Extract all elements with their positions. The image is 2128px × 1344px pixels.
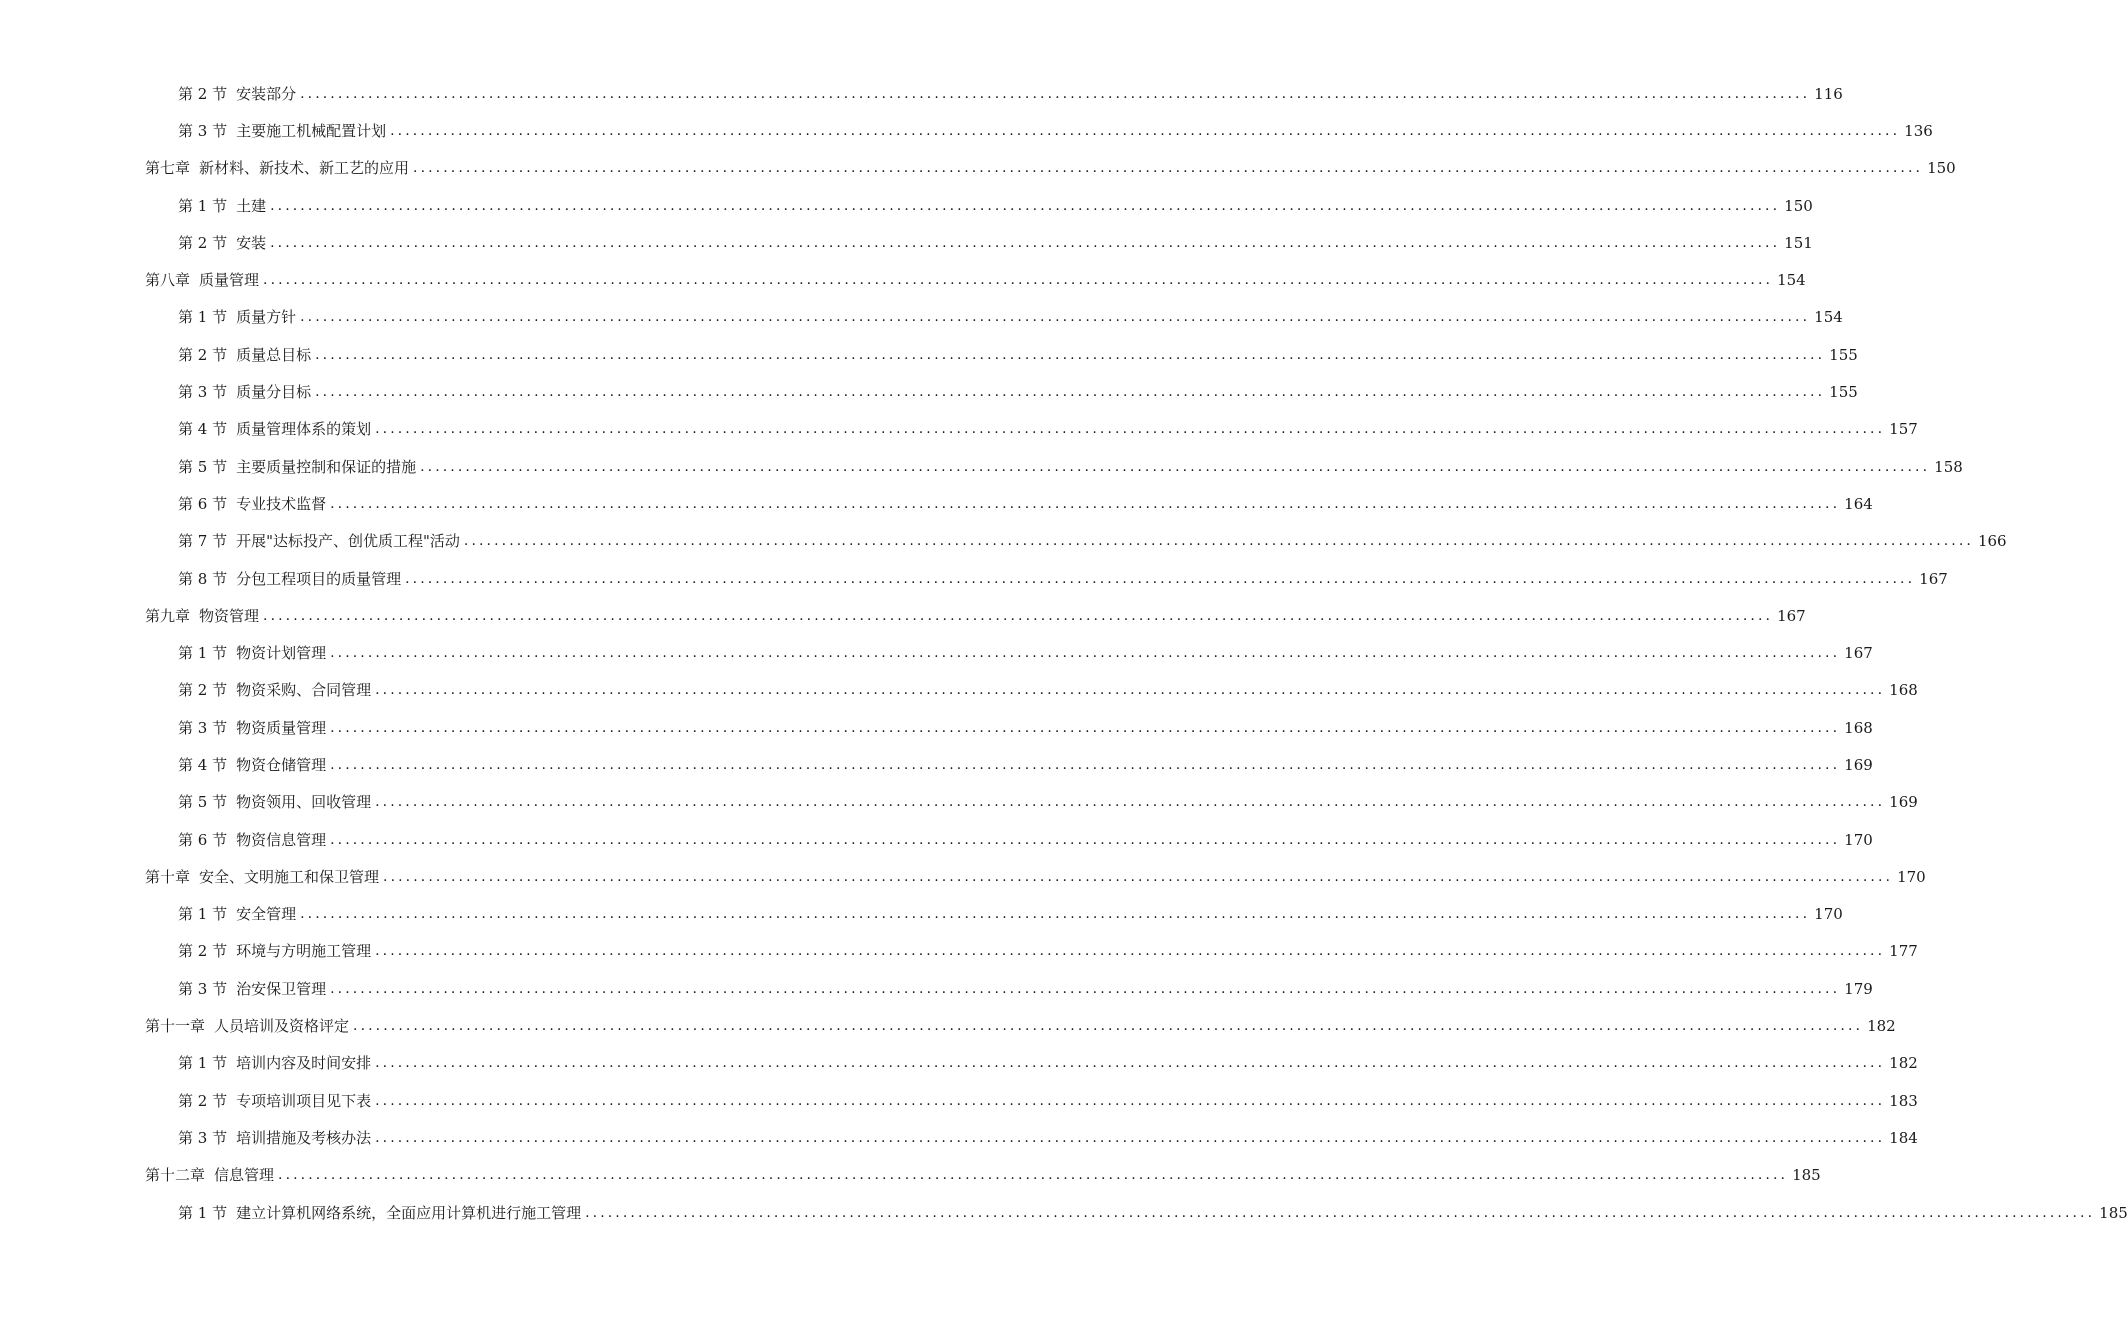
dot-leader: ........................................................................................................................................................................................................ [390,122,1901,139]
toc-entry-label [178,979,328,999]
toc-entry-title: 专业技术监督 [236,494,327,513]
toc-chapter-entry[interactable] [0,1007,1896,1044]
toc-section-entry[interactable] [0,784,1918,821]
toc-entry-page-number: 170 [1844,830,1873,849]
toc-entry-label [178,233,268,253]
dot-leader: ........................................................................................................................................................................................................ [405,570,1916,587]
toc-entry-label [145,1016,351,1036]
toc-entry-label [178,941,373,961]
dot-leader: ........................................................................................................................................................................................................ [330,980,1841,997]
toc-entry-title: 质量管理 [199,271,260,290]
toc-entry-title: 物资质量管理 [236,718,327,737]
toc-entry-page-number: 167 [1777,606,1806,625]
toc-entry-number: 第七章 [145,159,191,178]
toc-entry-page-number: 185 [1792,1166,1821,1185]
toc-entry-page-number: 170 [1814,905,1843,924]
dot-leader: ........................................................................................................................................................................................................ [330,645,1841,662]
dot-leader: ........................................................................................................................................................................................................ [375,943,1886,960]
toc-entry-label [178,382,313,402]
toc-entry-label [145,270,261,290]
toc-entry-label [178,307,298,327]
toc-entry-page-number: 155 [1829,383,1858,402]
dot-leader: ........................................................................................................................................................................................................ [263,607,1774,624]
toc-entry-title: 治安保卫管理 [236,979,327,998]
toc-entry-number: 第 3 节 [178,718,228,737]
dot-leader: ........................................................................................................................................................................................................ [375,421,1886,438]
toc-entry-label [178,680,373,700]
toc-section-entry[interactable] [0,896,1843,933]
toc-entry-number: 第 2 节 [178,681,228,700]
toc-entry-label [178,755,328,775]
toc-entry-number: 第 1 节 [178,196,228,215]
toc-entry-title: 物资信息管理 [236,830,327,849]
toc-entry-page-number: 168 [1844,718,1873,737]
toc-chapter-entry[interactable] [0,858,1926,895]
dot-leader: ........................................................................................................................................................................................................ [375,1092,1886,1109]
dot-leader: ........................................................................................................................................................................................................ [353,1018,1864,1035]
toc-entry-number: 第 1 节 [178,1203,228,1222]
toc-entry-page-number: 169 [1844,755,1873,774]
toc-entry-page-number: 167 [1919,569,1948,588]
toc-entry-label [145,606,261,626]
toc-entry-title: 质量方针 [236,308,297,327]
toc-entry-label [178,569,403,589]
toc-entry-number: 第 2 节 [178,345,228,364]
toc-entry-title: 培训措施及考核办法 [236,1128,372,1147]
toc-section-entry[interactable] [0,523,2007,560]
toc-entry-number: 第 6 节 [178,830,228,849]
toc-entry-number: 第十二章 [145,1166,206,1185]
toc-section-entry[interactable] [0,746,1873,783]
toc-entry-label [145,1165,276,1185]
table-of-contents [0,75,2128,1231]
toc-entry-number: 第 2 节 [178,1091,228,1110]
dot-leader: ........................................................................................................................................................................................................ [585,1204,2096,1221]
toc-entry-title: 主要施工机械配置计划 [236,121,387,140]
toc-entry-label [178,196,268,216]
toc-entry-number: 第八章 [145,271,191,290]
toc-section-entry[interactable] [0,1082,1918,1119]
toc-entry-number: 第 7 节 [178,532,228,551]
toc-section-entry[interactable] [0,411,1918,448]
toc-entry-number: 第 5 节 [178,793,228,812]
toc-entry-number: 第 5 节 [178,457,228,476]
toc-section-entry[interactable] [0,373,1858,410]
toc-entry-label [178,1091,373,1111]
toc-entry-page-number: 164 [1844,494,1873,513]
toc-entry-page-number: 155 [1829,345,1858,364]
toc-entry-number: 第 3 节 [178,383,228,402]
toc-entry-title: 信息管理 [214,1166,275,1185]
toc-entry-page-number: 116 [1814,84,1843,103]
toc-entry-number: 第 2 节 [178,84,228,103]
toc-entry-page-number: 169 [1889,793,1918,812]
toc-entry-page-number: 166 [1977,532,2007,551]
toc-entry-title: 新材料、新技术、新工艺的应用 [199,159,410,178]
dot-leader: ........................................................................................................................................................................................................ [375,1055,1886,1072]
toc-entry-label [145,158,411,178]
toc-entry-label [178,904,298,924]
toc-section-entry[interactable] [0,224,1813,261]
dot-leader: ........................................................................................................................................................................................................ [413,160,1924,177]
toc-entry-label [145,867,381,887]
toc-entry-page-number: 185 [2099,1203,2128,1222]
toc-entry-label [178,1203,583,1223]
toc-section-entry[interactable] [0,336,1858,373]
toc-entry-title: 人员培训及资格评定 [214,1017,350,1036]
toc-chapter-entry[interactable] [0,261,1806,298]
toc-entry-title: 质量总目标 [236,345,312,364]
toc-entry-title: 环境与方明施工管理 [236,942,372,961]
dot-leader: ........................................................................................................................................................................................................ [463,533,1974,550]
toc-entry-number: 第 1 节 [178,905,228,924]
toc-entry-number: 第 3 节 [178,979,228,998]
toc-section-entry[interactable] [0,299,1843,336]
toc-entry-page-number: 179 [1844,979,1873,998]
toc-entry-number: 第 6 节 [178,494,228,513]
toc-entry-label [178,531,462,551]
toc-section-entry[interactable] [0,448,1963,485]
toc-entry-title: 土建 [236,196,267,215]
dot-leader: ........................................................................................................................................................................................................ [300,906,1811,923]
toc-entry-page-number: 182 [1867,1017,1896,1036]
toc-entry-page-number: 136 [1904,121,1933,140]
toc-section-entry[interactable] [0,1194,2128,1231]
toc-entry-number: 第 1 节 [178,1054,228,1073]
toc-section-entry[interactable] [0,1045,1918,1082]
dot-leader: ........................................................................................................................................................................................................ [330,756,1841,773]
toc-entry-number: 第 1 节 [178,308,228,327]
toc-entry-title: 安装部分 [236,84,297,103]
dot-leader: ........................................................................................................................................................................................................ [315,384,1826,401]
toc-entry-page-number: 170 [1897,867,1926,886]
toc-entry-title: 物资管理 [199,606,260,625]
toc-chapter-entry[interactable] [0,597,1806,634]
dot-leader: ........................................................................................................................................................................................................ [330,831,1841,848]
toc-entry-label [178,419,373,439]
toc-entry-title: 物资仓储管理 [236,755,327,774]
dot-leader: ........................................................................................................................................................................................................ [330,719,1841,736]
toc-section-entry[interactable] [0,821,1873,858]
toc-entry-number: 第 8 节 [178,569,228,588]
toc-entry-label [178,121,388,141]
toc-section-entry[interactable] [0,485,1873,522]
toc-entry-title: 开展"达标投产、创优质工程"活动 [236,532,460,551]
dot-leader: ........................................................................................................................................................................................................ [375,794,1886,811]
toc-section-entry[interactable] [0,672,1918,709]
dot-leader: ........................................................................................................................................................................................................ [420,458,1931,475]
toc-section-entry[interactable] [0,1119,1918,1156]
toc-entry-title: 主要质量控制和保证的措施 [236,457,417,476]
toc-entry-number: 第 2 节 [178,942,228,961]
toc-entry-page-number: 182 [1889,1054,1918,1073]
toc-entry-number: 第 3 节 [178,121,228,140]
toc-entry-label [178,1128,373,1148]
toc-section-entry[interactable] [0,634,1873,671]
toc-entry-number: 第 2 节 [178,233,228,252]
toc-section-entry[interactable] [0,187,1813,224]
toc-entry-page-number: 184 [1889,1128,1918,1147]
dot-leader: ........................................................................................................................................................................................................ [383,868,1894,885]
toc-chapter-entry[interactable] [0,150,1956,187]
dot-leader: ........................................................................................................................................................................................................ [270,197,1781,214]
toc-entry-label [178,718,328,738]
toc-entry-number: 第十一章 [145,1017,206,1036]
toc-entry-page-number: 154 [1814,308,1843,327]
toc-entry-title: 专项培训项目见下表 [236,1091,372,1110]
toc-entry-page-number: 157 [1889,420,1918,439]
toc-entry-label [178,494,328,514]
toc-entry-title: 安装 [236,233,267,252]
toc-section-entry[interactable] [0,75,1843,112]
toc-entry-title: 物资计划管理 [236,644,327,663]
dot-leader: ........................................................................................................................................................................................................ [263,272,1774,289]
toc-entry-number: 第 4 节 [178,420,228,439]
toc-entry-number: 第 1 节 [178,644,228,663]
dot-leader: ........................................................................................................................................................................................................ [375,682,1886,699]
dot-leader: ........................................................................................................................................................................................................ [300,85,1811,102]
toc-section-entry[interactable] [0,112,1933,149]
toc-entry-page-number: 158 [1934,457,1963,476]
toc-entry-label [178,1053,373,1073]
toc-entry-page-number: 177 [1889,942,1918,961]
toc-entry-page-number: 151 [1784,233,1813,252]
toc-entry-page-number: 183 [1889,1091,1918,1110]
toc-entry-page-number: 167 [1844,644,1873,663]
toc-entry-title: 质量分目标 [236,383,312,402]
dot-leader: ........................................................................................................................................................................................................ [300,309,1811,326]
toc-entry-title: 安全管理 [236,905,297,924]
toc-entry-label [178,643,328,663]
toc-entry-number: 第 3 节 [178,1128,228,1147]
toc-entry-title: 质量管理体系的策划 [236,420,372,439]
toc-entry-page-number: 150 [1927,159,1956,178]
toc-entry-label [178,830,328,850]
dot-leader: ........................................................................................................................................................................................................ [330,495,1841,512]
toc-entry-page-number: 154 [1777,271,1806,290]
toc-entry-title: 物资采购、合同管理 [236,681,372,700]
toc-entry-label [178,345,313,365]
toc-entry-title: 物资领用、回收管理 [236,793,372,812]
toc-entry-label [178,792,373,812]
dot-leader: ........................................................................................................................................................................................................ [315,346,1826,363]
toc-section-entry[interactable] [0,933,1918,970]
toc-entry-label [178,84,298,104]
toc-entry-page-number: 168 [1889,681,1918,700]
toc-section-entry[interactable] [0,560,1948,597]
dot-leader: ........................................................................................................................................................................................................ [270,234,1781,251]
dot-leader: ........................................................................................................................................................................................................ [375,1129,1886,1146]
toc-entry-title: 建立计算机网络系统，全面应用计算机进行施工管理 [236,1203,582,1222]
toc-entry-label [178,457,418,477]
toc-entry-title: 安全、文明施工和保卫管理 [199,867,380,886]
toc-entry-number: 第九章 [145,606,191,625]
toc-entry-page-number: 150 [1784,196,1813,215]
toc-entry-title: 培训内容及时间安排 [236,1054,372,1073]
toc-entry-number: 第十章 [145,867,191,886]
toc-entry-number: 第 4 节 [178,755,228,774]
dot-leader: ........................................................................................................................................................................................................ [278,1167,1789,1184]
toc-section-entry[interactable] [0,709,1873,746]
toc-section-entry[interactable] [0,970,1873,1007]
toc-chapter-entry[interactable] [0,1157,1821,1194]
toc-entry-title: 分包工程项目的质量管理 [236,569,402,588]
